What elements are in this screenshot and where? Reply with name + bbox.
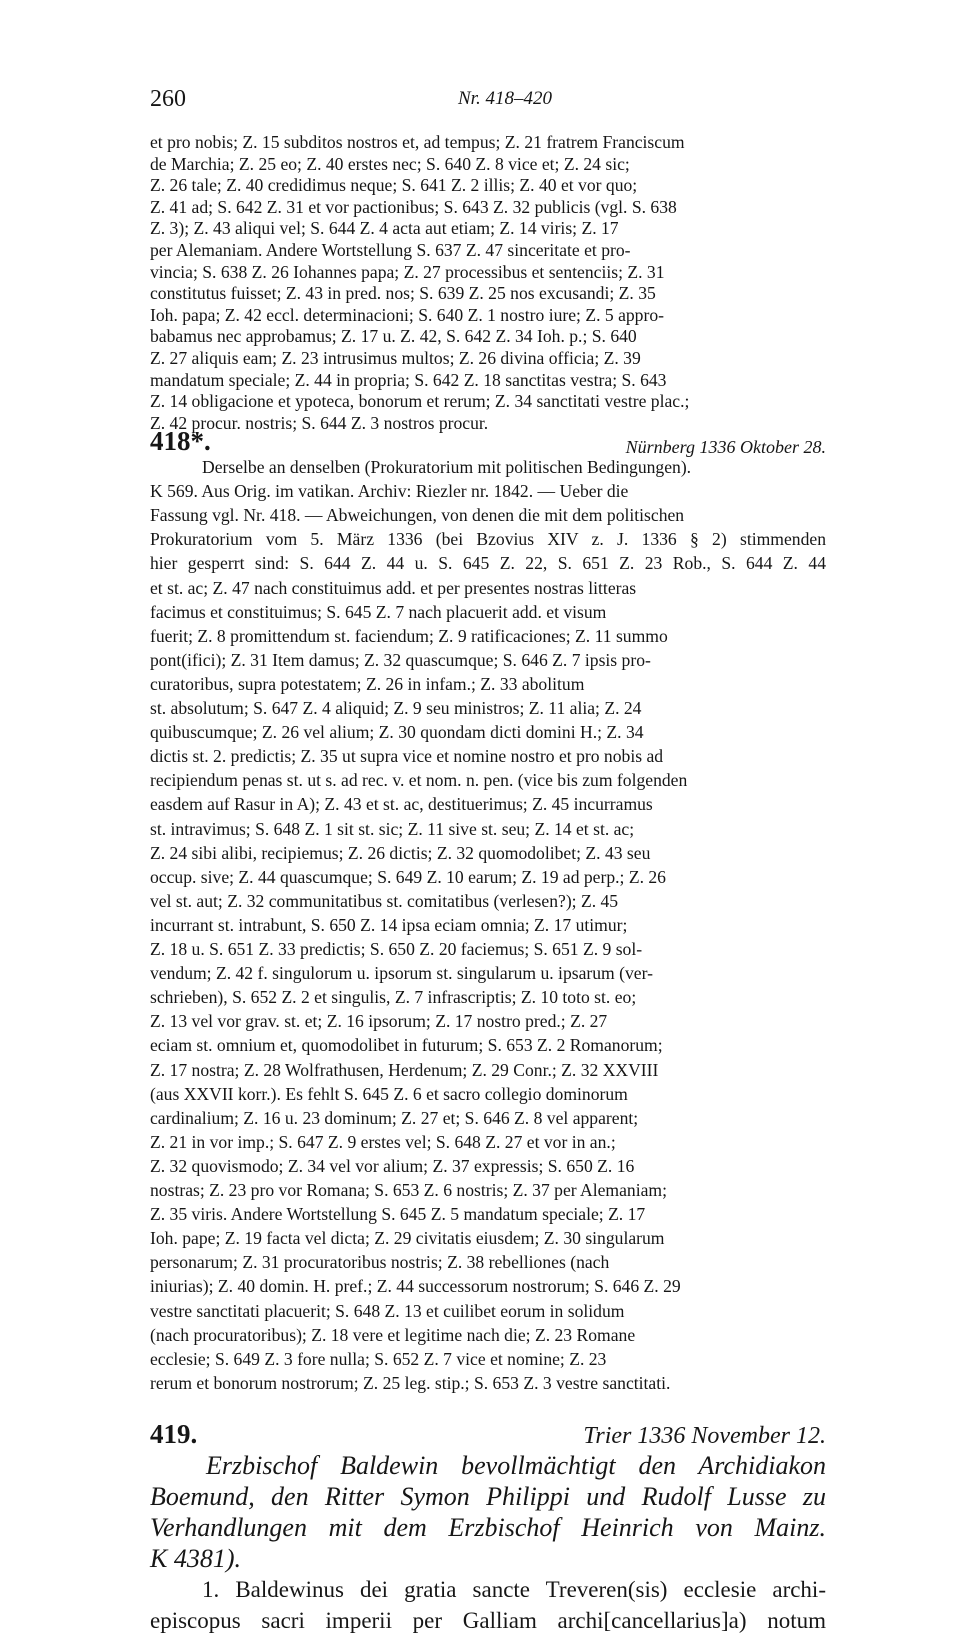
text-line: K 569. Aus Orig. im vatikan. Archiv: Riezler nr. 1842. — Ueber die xyxy=(150,481,629,502)
text-line: st. intravimus; S. 648 Z. 1 sit st. sic; Z. 11 sive st. seu; Z. 14 et st. ac; xyxy=(150,818,635,839)
text-line: 1. Baldewinus dei gratia sancte Treveren(sis) ecclesie archi- xyxy=(202,1577,826,1602)
text-line: iniurias); Z. 40 domin. H. pref.; Z. 44 successorum nostrorum; S. 646 Z. 29 xyxy=(150,1276,681,1297)
text-line: (aus XXVII korr.). Es fehlt S. 645 Z. 6 et sacro collegio dominorum xyxy=(150,1083,628,1104)
doc-419-date: Trier 1336 November 12. xyxy=(583,1423,826,1449)
text-line: pont(ifici); Z. 31 Item damus; Z. 32 quascumque; S. 646 Z. 7 ipsis pro- xyxy=(150,649,651,670)
text-line: constitutus fuisset; Z. 43 in pred. nos; S. 639 Z. 25 nos excusandi; Z. 35 xyxy=(150,283,656,304)
text-line: Z. 18 u. S. 651 Z. 33 predictis; S. 650 Z. 20 faciemus; S. 651 Z. 9 sol- xyxy=(150,939,643,959)
text-line: rerum et bonorum nostrorum; Z. 25 leg. stip.; S. 653 Z. 3 vestre sanctitati. xyxy=(150,1372,671,1393)
text-line: dictis st. 2. predictis; Z. 35 ut supra vice et nomine nostro et pro nobis ad xyxy=(150,746,664,767)
text-line: Ioh. pape; Z. 19 facta vel dicta; Z. 29 civitatis eiusdem; Z. 30 singularum xyxy=(150,1228,665,1249)
text-line: et pro nobis; Z. 15 subditos nostros et, ad tempus; Z. 21 fratrem Franciscum xyxy=(150,132,685,152)
text-line: personarum; Z. 31 procuratoribus nostris; Z. 38 rebelliones (nach xyxy=(150,1252,610,1273)
text-line: Z. 26 tale; Z. 40 credidimus neque; S. 641 Z. 2 illis; Z. 40 et vor quo; xyxy=(150,175,638,196)
text-line: et st. ac; Z. 47 nach constituimus add. et per presentes nostras litteras xyxy=(150,577,637,598)
text-line: Z. 42 procur. nostris; S. 644 Z. 3 nostros procur. xyxy=(150,412,489,433)
text-line: Z. 13 vel vor grav. st. et; Z. 16 ipsorum; Z. 17 nostro pred.; Z. 27 xyxy=(150,1011,608,1032)
doc-419-number: 419. xyxy=(150,1419,198,1449)
text-line: vestre sanctitati placuerit; S. 648 Z. 13 et cuilibet eorum in solidum xyxy=(150,1300,625,1321)
text-line: curatoribus, supra potestatem; Z. 26 in infam.; Z. 33 abolitum xyxy=(150,673,585,694)
text-line: vendum; Z. 42 f. singulorum u. ipsorum st. singularum u. ipsarum (ver- xyxy=(150,963,653,984)
text-line: K 4381). xyxy=(150,1544,241,1573)
text-line: fuerit; Z. 8 promittendum st. faciendum; Z. 9 ratificaciones; Z. 11 summo xyxy=(150,625,668,646)
doc-419-heading xyxy=(150,1418,826,1450)
text-line: recipiendum penas st. ut s. ad rec. v. et nom. n. pen. (vice bis zum folgenden xyxy=(150,770,688,791)
text-line: facimus et constituimus; S. 645 Z. 7 nach placuerit add. et visum xyxy=(150,601,607,622)
text-line: occup. sive; Z. 44 quascumque; S. 649 Z. 10 earum; Z. 19 ad perp.; Z. 26 xyxy=(150,866,666,887)
text-line: Z. 35 viris. Andere Wortstellung S. 645 Z. 5 mandatum speciale; Z. 17 xyxy=(150,1204,646,1225)
text-line: Z. 21 in vor imp.; S. 647 Z. 9 erstes vel; S. 648 Z. 27 et vor in an.; xyxy=(150,1131,616,1152)
text-line: ecclesie; S. 649 Z. 3 fore nulla; S. 652 Z. 7 vice et nomine; Z. 23 xyxy=(150,1348,607,1369)
text-line: episcopus sacri imperii per Galliam archi[cancellarius]a) notum xyxy=(150,1608,826,1633)
text-line: hier gesperrt sind: S. 644 Z. 44 u. S. 645 Z. 22, S. 651 Z. 23 Rob., S. 644 Z. 44 xyxy=(150,553,826,574)
text-line: vel st. aut; Z. 32 communitatibus st. comitatibus (verlesen?); Z. 45 xyxy=(150,890,619,911)
running-title: Nr. 418–420 xyxy=(458,88,552,109)
text-line: per Alemaniam. Andere Wortstellung S. 637 Z. 47 sinceritate et pro- xyxy=(150,240,631,260)
text-line: quibuscumque; Z. 26 vel alium; Z. 30 quondam dicti domini H.; Z. 34 xyxy=(150,722,644,743)
page-header xyxy=(150,86,826,116)
text-line: Z. 27 aliquis eam; Z. 23 intrusimus multos; Z. 26 divina officia; Z. 39 xyxy=(150,348,641,368)
text-line: Boemund, den Ritter Symon Philippi und Rudolf Lusse zu xyxy=(150,1482,826,1511)
page-number: 260 xyxy=(150,86,186,112)
text-line: st. absolutum; S. 647 Z. 4 aliquid; Z. 9 seu ministros; Z. 11 alia; Z. 24 xyxy=(150,698,642,718)
text-line: eciam st. omnium et, quomodolibet in futurum; S. 653 Z. 2 Romanorum; xyxy=(150,1035,663,1056)
doc-418-number: 418*. xyxy=(150,426,211,456)
text-line: schrieben), S. 652 Z. 2 et singulis, Z. 7 infrascriptis; Z. 10 toto st. eo; xyxy=(150,987,637,1008)
text-line: Z. 24 sibi alibi, recipiemus; Z. 26 dictis; Z. 32 quomodolibet; Z. 43 seu xyxy=(150,842,651,863)
text-line: nostras; Z. 23 pro vor Romana; S. 653 Z. 6 nostris; Z. 37 per Alemaniam; xyxy=(150,1180,667,1200)
text-line: Z. 32 quovismodo; Z. 34 vel vor alium; Z. 37 expressis; S. 650 Z. 16 xyxy=(150,1155,635,1176)
text-line: incurrant st. intrabunt, S. 650 Z. 14 ipsa eciam omnia; Z. 17 utimur; xyxy=(150,914,628,935)
text-line: Z. 17 nostra; Z. 28 Wolfrathusen, Herdenum; Z. 29 Conr.; Z. 32 XXVIII xyxy=(150,1059,659,1080)
text-line: Verhandlungen mit dem Erzbischof Heinrich von Mainz. xyxy=(150,1513,826,1542)
text-line: (nach procuratoribus); Z. 18 vere et legitime nach die; Z. 23 Romane xyxy=(150,1324,636,1345)
text-line: de Marchia; Z. 25 eo; Z. 40 erstes nec; S. 640 Z. 8 vice et; Z. 24 sic; xyxy=(150,153,630,174)
text-line: mandatum speciale; Z. 44 in propria; S. 642 Z. 18 sanctitas vestra; S. 643 xyxy=(150,369,667,390)
text-line: Derselbe an denselben (Prokuratorium mit politischen Bedingungen). xyxy=(202,457,692,477)
text-line: vincia; S. 638 Z. 26 Iohannes papa; Z. 27 processibus et sentenciis; Z. 31 xyxy=(150,261,665,282)
text-line: Fassung vgl. Nr. 418. — Abweichungen, von denen die mit dem politischen xyxy=(150,505,685,526)
text-line: easdem auf Rasur in A); Z. 43 et st. ac, destituerimus; Z. 45 incurramus xyxy=(150,794,653,815)
text-line: Z. 14 obligacione et ypoteca, bonorum et rerum; Z. 34 sanctitati vestre plac.; xyxy=(150,391,690,412)
text-line: Z. 3); Z. 43 aliqui vel; S. 644 Z. 4 acta aut etiam; Z. 14 viris; Z. 17 xyxy=(150,218,619,239)
text-line: Ioh. papa; Z. 42 eccl. determinacioni; S. 640 Z. 1 nostro iure; Z. 5 appro- xyxy=(150,304,664,325)
text-line: Erzbischof Baldewin bevollmächtigt den Archidiakon xyxy=(206,1451,826,1480)
text-line: cardinalium; Z. 16 u. 23 dominum; Z. 27 et; S. 646 Z. 8 vel apparent; xyxy=(150,1107,639,1128)
doc-418-date: Nürnberg 1336 Oktober 28. xyxy=(625,437,826,457)
text-line: Prokuratorium vom 5. März 1336 (bei Bzovius XIV z. J. 1336 § 2) stimmenden xyxy=(150,529,826,550)
text-line: Z. 41 ad; S. 642 Z. 31 et vor pactionibus; S. 643 Z. 32 publicis (vgl. S. 638 xyxy=(150,196,677,217)
text-line: babamus nec approbamus; Z. 17 u. Z. 42, S. 642 Z. 34 Ioh. p.; S. 640 xyxy=(150,326,637,347)
